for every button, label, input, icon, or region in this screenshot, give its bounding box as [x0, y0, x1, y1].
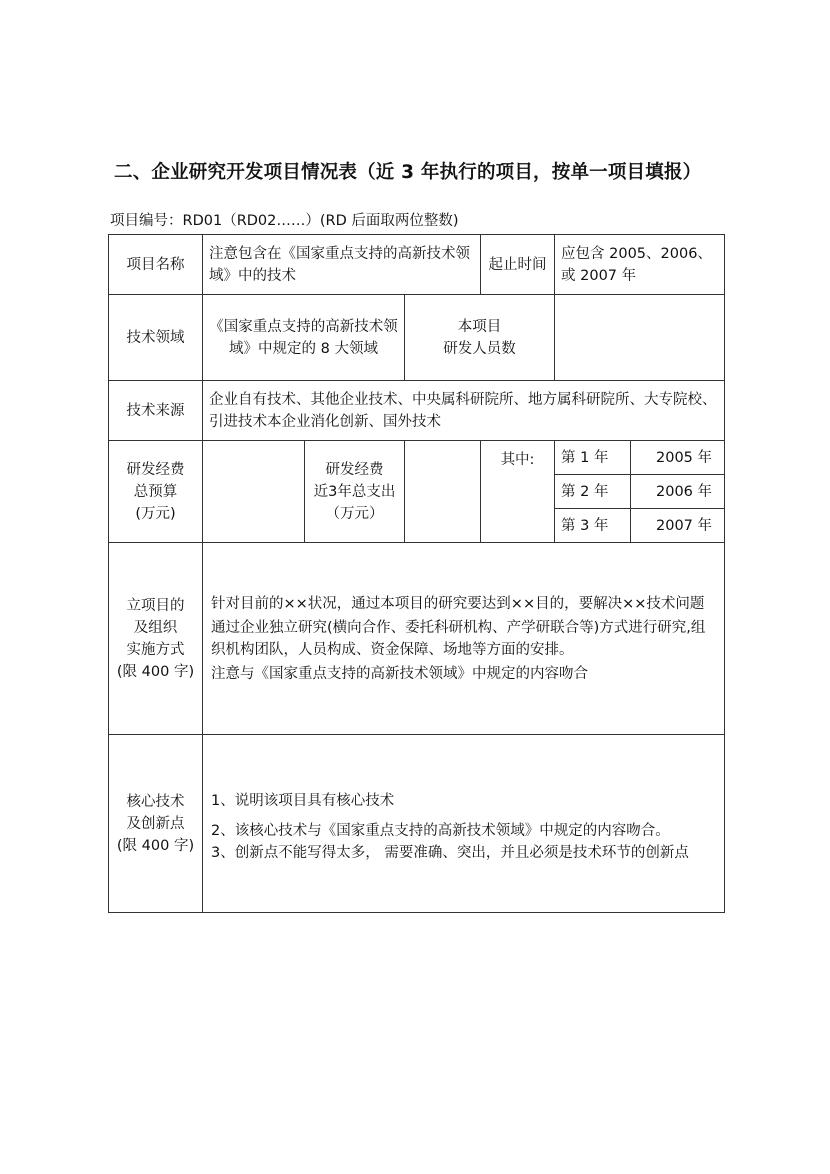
- row-purpose: [109, 543, 725, 735]
- purpose-label-line1: 立项目的: [126, 597, 185, 614]
- of-which-label: 其中:: [481, 441, 555, 543]
- budget-spent-value[interactable]: [405, 441, 481, 543]
- purpose-label-line2: 及组织: [133, 619, 178, 636]
- year-1-value: 2005 年: [631, 441, 725, 475]
- budget-total-value[interactable]: [203, 441, 305, 543]
- year-2-value: 2006 年: [631, 475, 725, 509]
- project-name-label: 项目名称: [109, 235, 203, 295]
- tech-field-value[interactable]: 《国家重点支持的高新技术领域》中规定的 8 大领域: [203, 295, 405, 381]
- core-tech-item: 3、创新点不能写得太多， 需要准确、突出，并且必须是技术环节的创新点: [211, 845, 689, 861]
- project-code-line: 项目编号：RD01（RD02……）(RD 后面取两位整数): [110, 213, 459, 229]
- tech-source-label: 技术来源: [109, 381, 203, 441]
- budget-total-label-line2: 总预算: [133, 483, 178, 500]
- purpose-line: 通过企业独立研究(横向合作、委托科研机构、产学研联合等)方式进行研究,组织机构团队，人员构成、资金保障、场地等方面的安排。: [211, 619, 706, 658]
- budget-total-label-line3: (万元): [135, 505, 176, 522]
- rd-staff-label-line1: 本项目: [457, 318, 502, 335]
- period-value[interactable]: 应包含 2005、2006、或 2007 年: [555, 235, 725, 295]
- budget-total-label: [109, 441, 203, 543]
- purpose-label-line4: (限 400 字): [116, 663, 195, 680]
- project-form-table: [108, 234, 725, 913]
- rd-staff-value[interactable]: [555, 295, 725, 381]
- row-tech-source: [109, 381, 725, 441]
- period-label: 起止时间: [481, 235, 555, 295]
- row-tech-field: [109, 295, 725, 381]
- purpose-line: 注意与《国家重点支持的高新技术领域》中规定的内容吻合: [211, 665, 588, 682]
- budget-spent-label-line1: 研发经费: [325, 461, 384, 478]
- row-project-name: [109, 235, 725, 295]
- purpose-line: 针对目前的××状况，通过本项目的研究要达到××目的，要解决××技术问题: [211, 595, 705, 612]
- core-tech-label-line1: 核心技术: [126, 793, 185, 810]
- row-core-tech: [109, 735, 725, 913]
- budget-spent-label-line2: 近3年总支出: [313, 483, 396, 500]
- purpose-value[interactable]: [203, 543, 725, 735]
- core-tech-label-line2: 及创新点: [126, 815, 185, 832]
- page-title: 二、企业研究开发项目情况表（近 3 年执行的项目，按单一项目填报）: [114, 162, 702, 183]
- budget-spent-label-line3: （万元）: [325, 505, 384, 522]
- budget-spent-label: [305, 441, 405, 543]
- tech-field-label: 技术领域: [109, 295, 203, 381]
- year-2-label: 第 2 年: [555, 475, 631, 509]
- year-1-label: 第 1 年: [555, 441, 631, 475]
- purpose-label: [109, 543, 203, 735]
- core-tech-label: [109, 735, 203, 913]
- project-name-value[interactable]: 注意包含在《国家重点支持的高新技术领域》中的技术: [203, 235, 481, 295]
- purpose-label-line3: 实施方式: [126, 641, 185, 658]
- budget-total-label-line1: 研发经费: [126, 461, 185, 478]
- core-tech-item: 1、说明该项目具有核心技术: [211, 793, 395, 809]
- core-tech-label-line3: (限 400 字): [116, 837, 195, 854]
- row-budget-year-1: [109, 441, 725, 475]
- rd-staff-label: [405, 295, 555, 381]
- year-3-value: 2007 年: [631, 509, 725, 543]
- tech-source-value[interactable]: 企业自有技术、其他企业技术、中央属科研院所、地方属科研院所、大专院校、引进技术本企业消化创新、国外技术: [203, 381, 725, 441]
- rd-staff-label-line2: 研发人员数: [443, 340, 516, 357]
- core-tech-item: 2、该核心技术与《国家重点支持的高新技术领域》中规定的内容吻合。: [211, 823, 670, 839]
- core-tech-value[interactable]: [203, 735, 725, 913]
- year-3-label: 第 3 年: [555, 509, 631, 543]
